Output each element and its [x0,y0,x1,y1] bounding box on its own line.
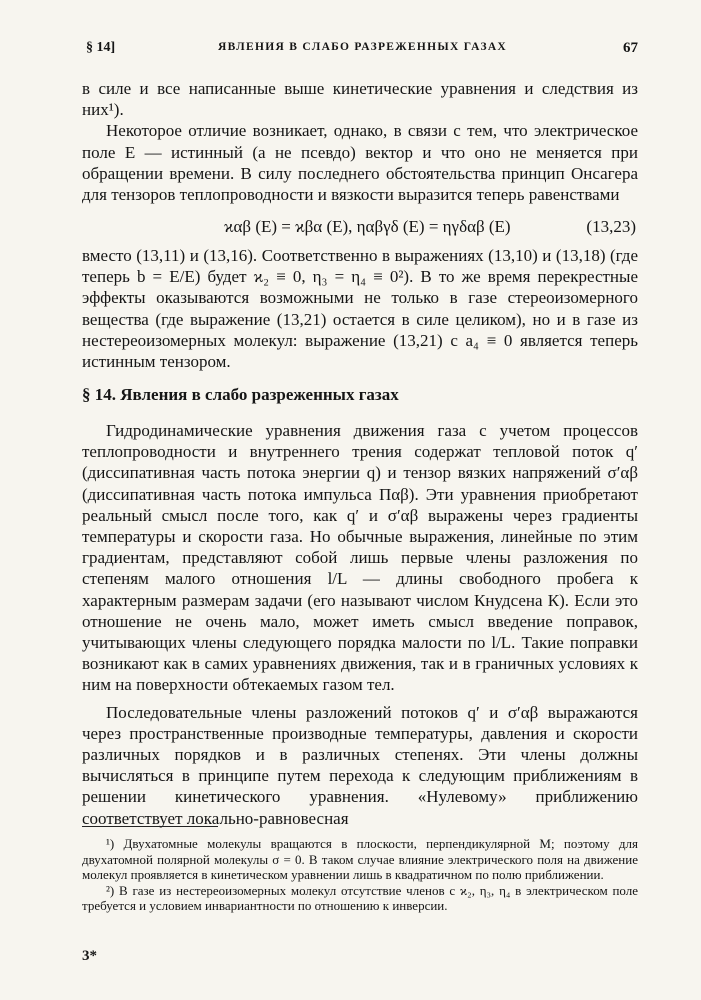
section-paragraph-1: Гидродинамические уравнения движения газа с учетом процессов теплопроводности и внутреннего трения содержат тепловой поток q′ (диссипативная часть потока энергии q) и тензор вязких напряжений σ′αβ (диссипативная часть потока импульса Παβ). Эти уравнения приобретают реальный смысл после того, как q′ и σ′αβ выражены через градиенты температуры и скорости газа. Но обычные выражения, линейные по этим градиентам, представляют собой лишь первые члены разложения по степеням малого отношения l/L — длины свободного пробега к характерным размерам задачи (его называют числом Кнудсена К). Если это отношение не очень мало, может иметь смысл введение поправок, учитывающих члены следующего порядка малости по l/L. Такие поправки возникают как в самих уравнениях движения, так и в граничных условиях к ним на поверхности обтекаемых газом тел. [82,421,638,695]
equation-body: ϰαβ (E) = ϰβα (E), ηαβγδ (E) = ηγδαβ (E) [224,217,511,236]
running-header [86,40,638,60]
top-text-block [82,78,638,205]
page-number: 67 [623,40,638,56]
section-heading: § 14. Явления в слабо разреженных газах [82,385,399,404]
after-equation-block [82,245,638,372]
footnote-separator [82,826,218,827]
section-paragraph-2: Последовательные члены разложений потоков q′ и σ′αβ выражаются через пространственные производные температуры, давления и скорости различных порядков и в различных степенях. Эти члены должны вычисляться в принципе путем перехода к следующим приближениям в решении кинетического уравнения. «Нулевому» приближению соответствует локально-равновесная [82,702,638,828]
after-equation-paragraph: вместо (13,11) и (13,16). Соответственно в выражениях (13,10) и (13,18) (где теперь b = E/E) будет ϰ₂ ≡ 0, η₃ = η₄ ≡ 0²). В то же время перекрестные эффекты оказываются возможными не только в газе стереоизомерного вещества (где выражение (13,21) остается в силе целиком), но и в газе из нестереоизомерных молекул: выражение (13,21) с a₄ ≡ 0 является теперь истинным тензором. [82,246,638,372]
header-section-ref: § 14] [86,40,116,55]
equation-number: (13,23) [586,217,636,236]
footnotes-block [82,836,638,914]
continued-paragraph: в силе и все написанные выше кинетические уравнения и следствия из них¹). [82,79,638,120]
signature-mark: 3* [82,948,97,964]
onsager-paragraph: Некоторое отличие возникает, однако, в связи с тем, что электрическое поле E — истинный (а не псевдо) вектор и что оно не меняется при обращении времени. В силу последнего обстоятельства принцип Онсагера для тензоров теплопроводности и вязкости выразится теперь равенствами [82,121,638,205]
footnote-2: ²) В газе из нестереоизомерных молекул отсутствие членов с ϰ₂, η₃, η₄ в электрическом поле требуется и условием инвариантности по отношению к инверсии. [82,882,638,914]
header-title: ЯВЛЕНИЯ В СЛАБО РАЗРЕЖЕННЫХ ГАЗАХ [218,41,508,53]
footnote-1: ¹) Двухатомные молекулы вращаются в плоскости, перпендикулярной M; поэтому для двухатомной полярной молекулы σ = 0. В таком случае влияние электрического поля на движение молекул проявляется в кинетическом уравнении лишь в квадратичном по полю приближении. [82,836,638,883]
equation-13-23 [82,217,638,239]
section-text-block [82,420,638,829]
